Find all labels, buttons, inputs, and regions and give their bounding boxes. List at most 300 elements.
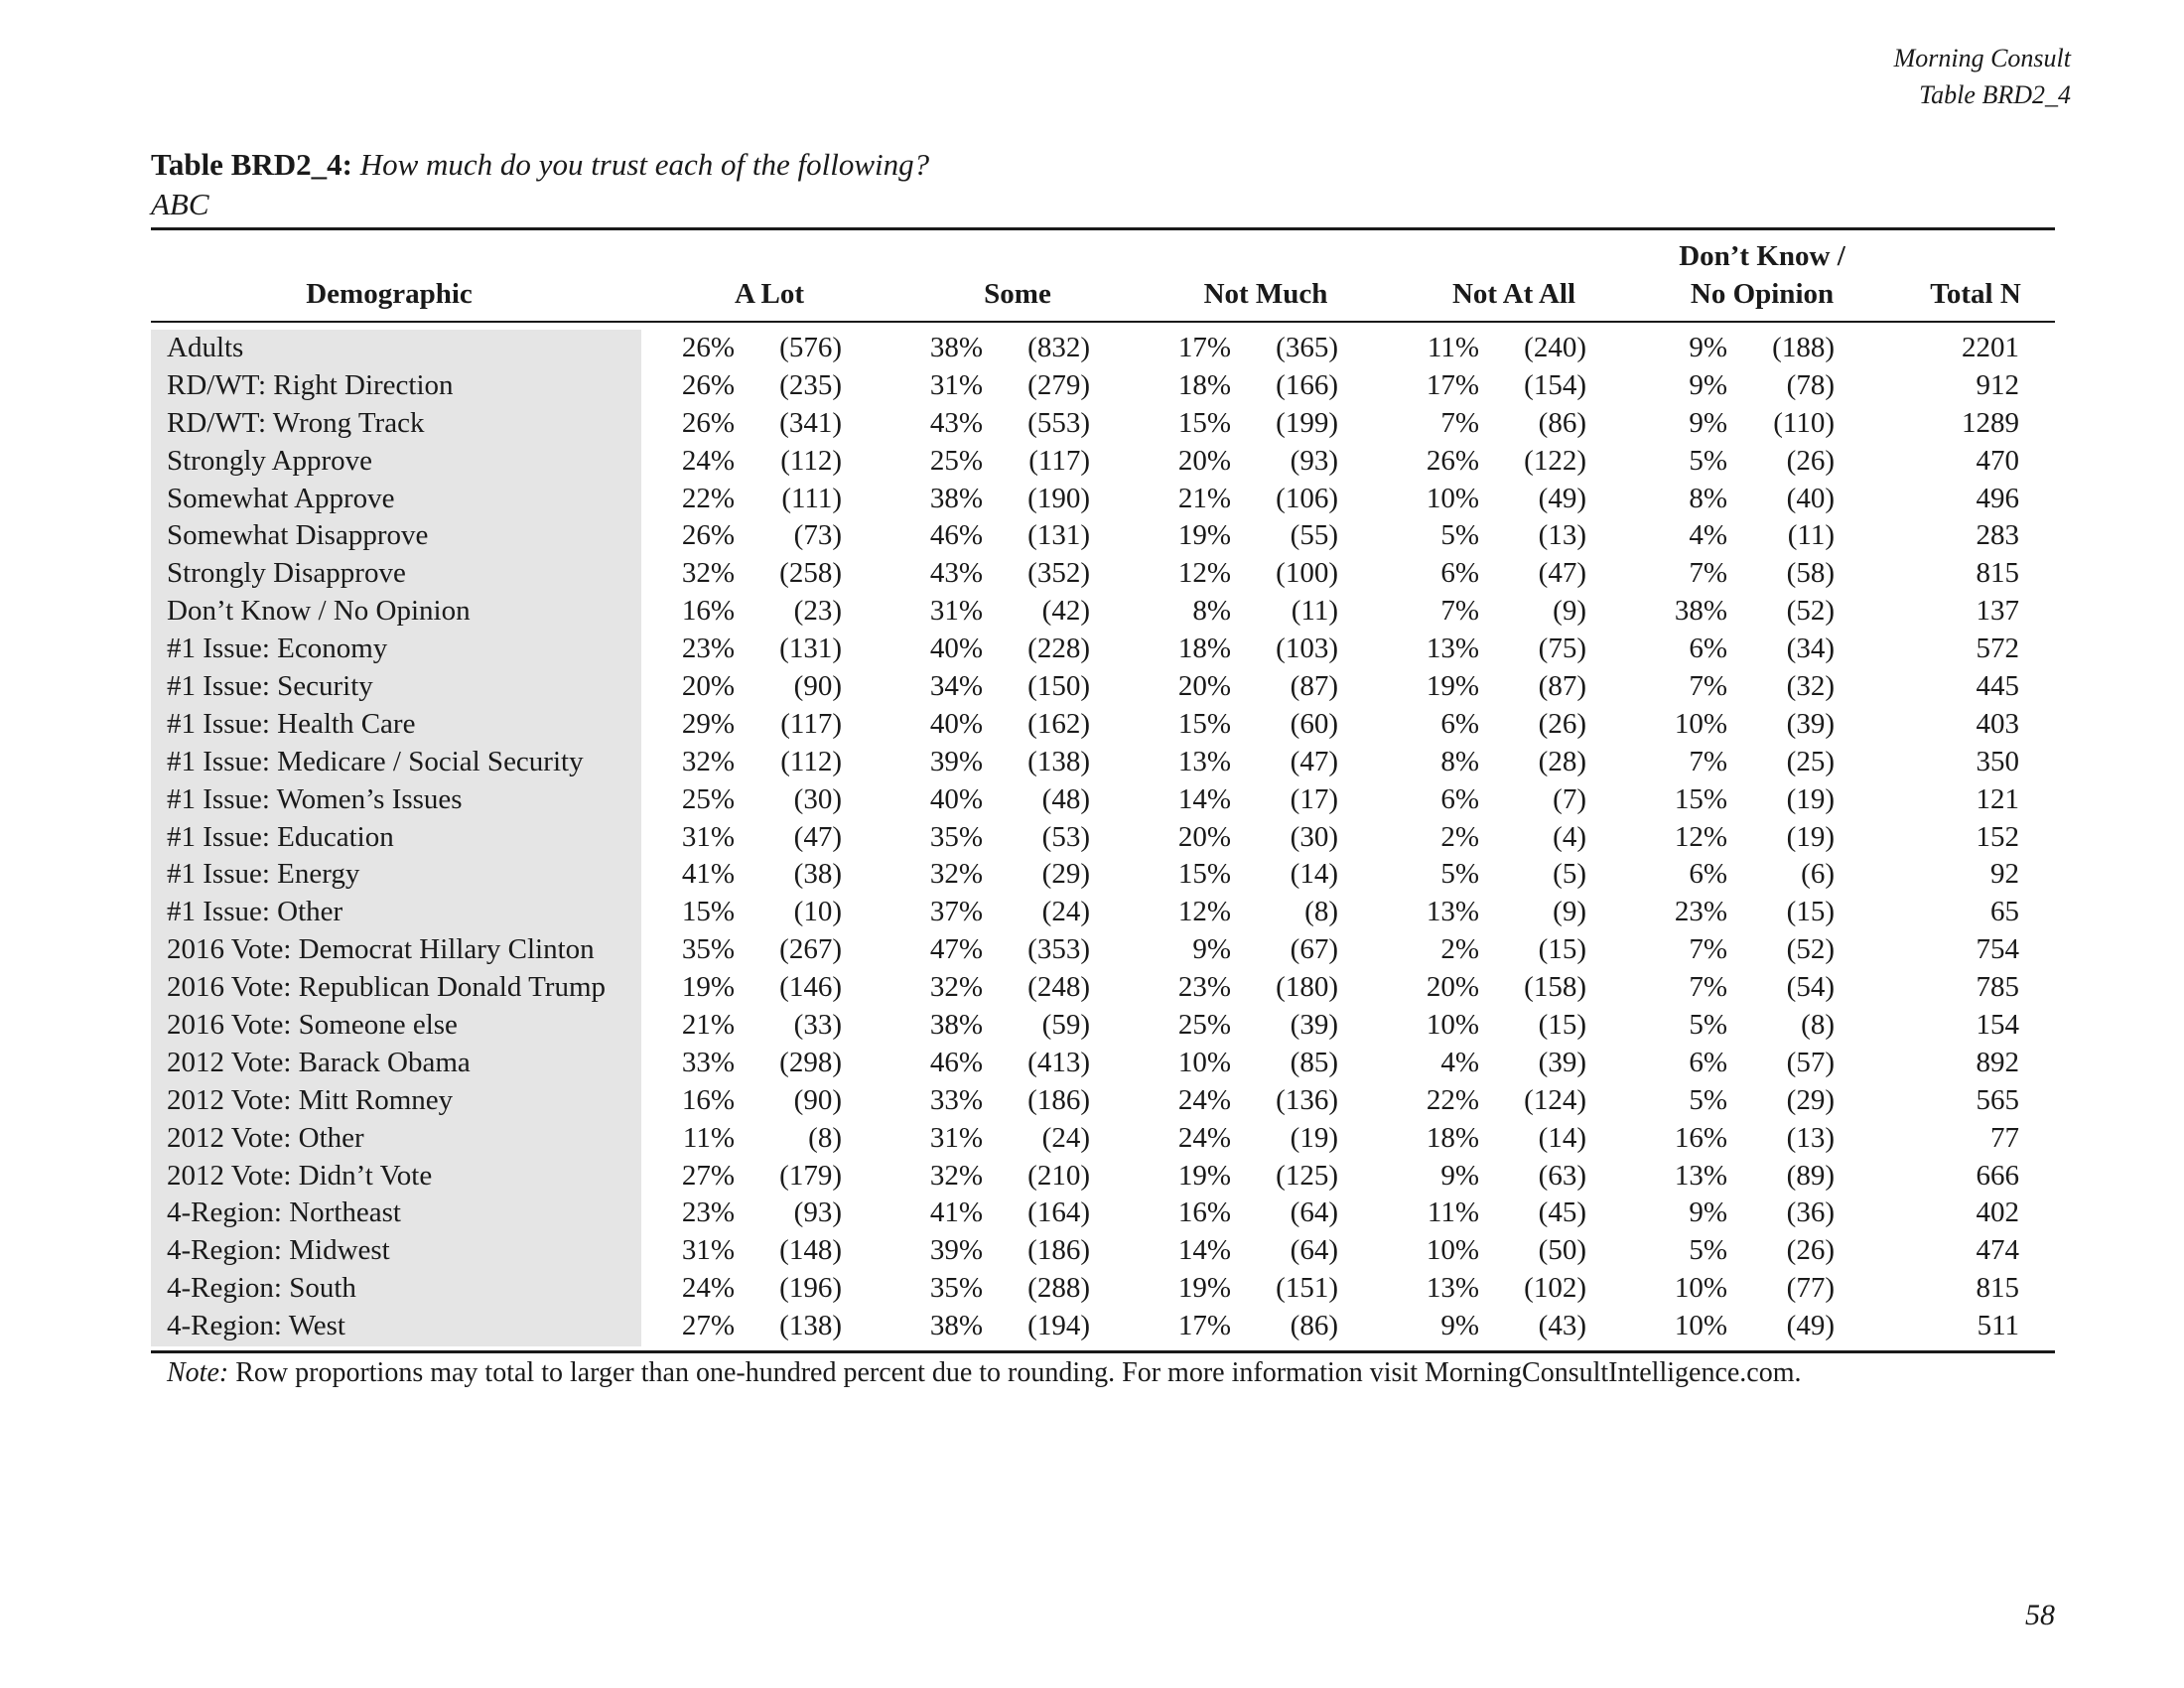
cell-not-at-all-n: (47) — [1538, 557, 1586, 590]
cell-a-lot-n: (138) — [779, 1310, 842, 1342]
cell-not-at-all-pct: 7% — [1440, 595, 1479, 628]
row-label: Don’t Know / No Opinion — [167, 595, 471, 628]
cell-dont-know-n: (89) — [1786, 1159, 1835, 1192]
row-label: 4-Region: West — [167, 1310, 345, 1342]
cell-a-lot-pct: 26% — [681, 332, 735, 363]
cell-not-much-n: (39) — [1290, 1009, 1338, 1042]
cell-not-much-pct: 17% — [1177, 332, 1231, 363]
cell-dont-know-n: (52) — [1786, 933, 1835, 966]
cell-some-n: (42) — [1041, 595, 1090, 628]
table-row — [0, 931, 2184, 969]
cell-total-n: 350 — [1976, 745, 2019, 777]
cell-some-pct: 46% — [929, 1046, 983, 1078]
cell-some-pct: 46% — [929, 519, 983, 552]
cell-total-n: 912 — [1976, 368, 2019, 401]
table-row — [0, 405, 2184, 443]
cell-some-n: (228) — [1027, 633, 1090, 665]
table-title — [151, 145, 929, 224]
cell-not-much-pct: 19% — [1177, 1159, 1231, 1192]
cell-a-lot-pct: 27% — [681, 1310, 735, 1342]
cell-dont-know-pct: 10% — [1674, 1310, 1727, 1342]
cell-dont-know-pct: 6% — [1689, 1046, 1727, 1078]
cell-some-pct: 39% — [929, 1234, 983, 1267]
col-header-dont-know-line2: No Opinion — [1690, 278, 1835, 310]
row-label: Somewhat Disapprove — [167, 519, 429, 552]
cell-not-much-pct: 24% — [1177, 1083, 1231, 1116]
cell-total-n: 65 — [1990, 896, 2019, 928]
cell-not-at-all-n: (26) — [1538, 707, 1586, 740]
cell-dont-know-n: (58) — [1786, 557, 1835, 590]
cell-a-lot-n: (576) — [779, 332, 842, 363]
cell-total-n: 402 — [1976, 1196, 2019, 1229]
cell-not-much-pct: 14% — [1177, 782, 1231, 815]
cell-a-lot-pct: 16% — [681, 595, 735, 628]
cell-not-much-n: (67) — [1290, 933, 1338, 966]
cell-not-much-n: (86) — [1290, 1310, 1338, 1342]
cell-not-at-all-n: (13) — [1538, 519, 1586, 552]
cell-some-pct: 31% — [929, 1121, 983, 1154]
cell-not-much-pct: 20% — [1177, 820, 1231, 853]
cell-total-n: 154 — [1976, 1009, 2019, 1042]
cell-dont-know-pct: 7% — [1689, 670, 1727, 703]
cell-dont-know-n: (32) — [1786, 670, 1835, 703]
cell-not-much-n: (151) — [1276, 1272, 1338, 1305]
cell-some-pct: 40% — [929, 782, 983, 815]
bottom-rule — [151, 1350, 2055, 1353]
cell-not-much-pct: 25% — [1177, 1009, 1231, 1042]
cell-a-lot-n: (146) — [779, 971, 842, 1004]
cell-dont-know-n: (8) — [1801, 1009, 1835, 1042]
cell-not-much-pct: 24% — [1177, 1121, 1231, 1154]
cell-a-lot-pct: 19% — [681, 971, 735, 1004]
cell-not-at-all-pct: 17% — [1426, 368, 1479, 401]
cell-dont-know-n: (78) — [1786, 368, 1835, 401]
cell-not-much-pct: 12% — [1177, 896, 1231, 928]
row-label: 2012 Vote: Mitt Romney — [167, 1083, 454, 1116]
cell-a-lot-pct: 32% — [681, 745, 735, 777]
cell-some-pct: 38% — [929, 332, 983, 363]
col-header-total: Total N — [1930, 278, 2021, 310]
cell-dont-know-n: (6) — [1801, 858, 1835, 891]
cell-some-pct: 33% — [929, 1083, 983, 1116]
cell-not-much-n: (365) — [1276, 332, 1338, 363]
cell-a-lot-pct: 26% — [681, 519, 735, 552]
cell-a-lot-n: (258) — [779, 557, 842, 590]
cell-not-at-all-pct: 6% — [1440, 557, 1479, 590]
cell-not-much-n: (14) — [1290, 858, 1338, 891]
table-row — [0, 631, 2184, 668]
cell-dont-know-n: (77) — [1786, 1272, 1835, 1305]
cell-some-n: (832) — [1027, 332, 1090, 363]
cell-dont-know-n: (34) — [1786, 633, 1835, 665]
cell-a-lot-n: (93) — [793, 1196, 842, 1229]
table-row — [0, 367, 2184, 405]
cell-dont-know-pct: 15% — [1674, 782, 1727, 815]
cell-not-at-all-n: (7) — [1553, 782, 1586, 815]
row-label: RD/WT: Wrong Track — [167, 406, 425, 439]
col-header-demographic: Demographic — [306, 278, 473, 310]
cell-not-at-all-pct: 10% — [1426, 1234, 1479, 1267]
cell-a-lot-n: (179) — [779, 1159, 842, 1192]
cell-some-n: (413) — [1027, 1046, 1090, 1078]
cell-not-much-pct: 23% — [1177, 971, 1231, 1004]
cell-not-much-n: (8) — [1304, 896, 1338, 928]
row-label: RD/WT: Right Direction — [167, 368, 454, 401]
cell-some-pct: 32% — [929, 858, 983, 891]
cell-some-pct: 34% — [929, 670, 983, 703]
cell-some-n: (24) — [1041, 1121, 1090, 1154]
cell-not-at-all-n: (240) — [1524, 332, 1586, 363]
row-label: Adults — [167, 332, 244, 363]
cell-total-n: 474 — [1976, 1234, 2019, 1267]
cell-dont-know-pct: 7% — [1689, 933, 1727, 966]
table-body — [0, 330, 2184, 1345]
cell-not-at-all-pct: 2% — [1440, 933, 1479, 966]
cell-not-at-all-pct: 11% — [1427, 332, 1479, 363]
table-row — [0, 1007, 2184, 1045]
cell-not-at-all-n: (39) — [1538, 1046, 1586, 1078]
cell-not-at-all-n: (102) — [1524, 1272, 1586, 1305]
cell-total-n: 815 — [1976, 557, 2019, 590]
table-row — [0, 1195, 2184, 1232]
table-row — [0, 781, 2184, 819]
cell-a-lot-n: (131) — [779, 633, 842, 665]
cell-dont-know-pct: 5% — [1689, 1234, 1727, 1267]
cell-not-much-n: (19) — [1290, 1121, 1338, 1154]
cell-total-n: 785 — [1976, 971, 2019, 1004]
cell-total-n: 403 — [1976, 707, 2019, 740]
cell-dont-know-pct: 9% — [1689, 332, 1727, 363]
cell-some-pct: 38% — [929, 482, 983, 514]
cell-a-lot-n: (47) — [793, 820, 842, 853]
cell-not-much-pct: 15% — [1177, 406, 1231, 439]
cell-not-at-all-n: (28) — [1538, 745, 1586, 777]
cell-some-pct: 35% — [929, 1272, 983, 1305]
cell-not-at-all-pct: 8% — [1440, 745, 1479, 777]
cell-some-n: (131) — [1027, 519, 1090, 552]
cell-not-much-n: (125) — [1276, 1159, 1338, 1192]
cell-not-at-all-pct: 10% — [1426, 1009, 1479, 1042]
cell-not-at-all-pct: 13% — [1426, 896, 1479, 928]
table-row — [0, 517, 2184, 555]
cell-a-lot-pct: 16% — [681, 1083, 735, 1116]
cell-a-lot-pct: 32% — [681, 557, 735, 590]
cell-not-much-n: (166) — [1276, 368, 1338, 401]
cell-not-at-all-n: (50) — [1538, 1234, 1586, 1267]
cell-a-lot-pct: 29% — [681, 707, 735, 740]
cell-total-n: 496 — [1976, 482, 2019, 514]
col-header-a-lot: A Lot — [734, 278, 805, 310]
cell-a-lot-n: (196) — [779, 1272, 842, 1305]
cell-total-n: 77 — [1990, 1121, 2019, 1154]
cell-not-much-n: (17) — [1290, 782, 1338, 815]
title-question: How much do you trust each of the following? — [359, 147, 930, 182]
table-row — [0, 1045, 2184, 1082]
cell-some-n: (150) — [1027, 670, 1090, 703]
row-label: 2016 Vote: Democrat Hillary Clinton — [167, 933, 595, 966]
cell-not-at-all-n: (75) — [1538, 633, 1586, 665]
cell-dont-know-pct: 5% — [1689, 1083, 1727, 1116]
cell-a-lot-pct: 25% — [681, 782, 735, 815]
cell-a-lot-n: (112) — [780, 444, 842, 477]
table-row — [0, 555, 2184, 593]
page-header — [1894, 40, 2071, 113]
row-label: #1 Issue: Women’s Issues — [167, 782, 463, 815]
cell-not-at-all-pct: 13% — [1426, 1272, 1479, 1305]
cell-some-n: (288) — [1027, 1272, 1090, 1305]
cell-not-at-all-n: (45) — [1538, 1196, 1586, 1229]
cell-dont-know-n: (15) — [1786, 896, 1835, 928]
cell-not-at-all-n: (9) — [1553, 896, 1586, 928]
cell-not-at-all-n: (4) — [1553, 820, 1586, 853]
cell-some-n: (138) — [1027, 745, 1090, 777]
cell-some-pct: 38% — [929, 1009, 983, 1042]
cell-not-much-pct: 18% — [1177, 368, 1231, 401]
cell-not-much-pct: 19% — [1177, 1272, 1231, 1305]
cell-some-n: (194) — [1027, 1310, 1090, 1342]
cell-not-much-n: (30) — [1290, 820, 1338, 853]
header-org: Morning Consult — [1893, 44, 2071, 72]
table-row — [0, 894, 2184, 931]
table-row — [0, 1270, 2184, 1308]
cell-not-much-n: (199) — [1276, 406, 1338, 439]
cell-dont-know-pct: 5% — [1689, 1009, 1727, 1042]
header-table-id: Table BRD2_4 — [1919, 80, 2071, 109]
table-row — [0, 1158, 2184, 1196]
cell-a-lot-pct: 31% — [681, 820, 735, 853]
cell-dont-know-n: (26) — [1786, 1234, 1835, 1267]
cell-not-much-n: (60) — [1290, 707, 1338, 740]
table-row — [0, 443, 2184, 481]
cell-some-pct: 38% — [929, 1310, 983, 1342]
cell-a-lot-pct: 41% — [681, 858, 735, 891]
cell-not-much-n: (87) — [1290, 670, 1338, 703]
cell-not-at-all-n: (5) — [1553, 858, 1586, 891]
cell-total-n: 815 — [1976, 1272, 2019, 1305]
table-row — [0, 819, 2184, 857]
cell-dont-know-pct: 13% — [1674, 1159, 1727, 1192]
cell-some-pct: 32% — [929, 1159, 983, 1192]
col-header-dont-know-line1: Don’t Know / — [1679, 240, 1845, 272]
cell-a-lot-n: (112) — [780, 745, 842, 777]
cell-not-much-pct: 14% — [1177, 1234, 1231, 1267]
table-row — [0, 330, 2184, 367]
table-row — [0, 1232, 2184, 1270]
cell-a-lot-n: (298) — [779, 1046, 842, 1078]
cell-dont-know-n: (49) — [1786, 1310, 1835, 1342]
cell-not-at-all-pct: 10% — [1426, 482, 1479, 514]
cell-a-lot-n: (10) — [793, 896, 842, 928]
cell-some-n: (162) — [1027, 707, 1090, 740]
cell-dont-know-n: (110) — [1773, 406, 1835, 439]
cell-a-lot-pct: 23% — [681, 633, 735, 665]
cell-not-much-n: (100) — [1276, 557, 1338, 590]
cell-a-lot-n: (267) — [779, 933, 842, 966]
cell-a-lot-n: (38) — [793, 858, 842, 891]
cell-not-much-n: (136) — [1276, 1083, 1338, 1116]
cell-not-at-all-n: (122) — [1524, 444, 1586, 477]
cell-not-much-pct: 13% — [1177, 745, 1231, 777]
cell-total-n: 572 — [1976, 633, 2019, 665]
cell-total-n: 1289 — [1962, 406, 2019, 439]
row-label: Somewhat Approve — [167, 482, 395, 514]
table-note — [167, 1354, 1802, 1392]
cell-dont-know-n: (52) — [1786, 595, 1835, 628]
cell-not-much-pct: 15% — [1177, 707, 1231, 740]
row-label: 2016 Vote: Republican Donald Trump — [167, 971, 606, 1004]
row-label: 2012 Vote: Barack Obama — [167, 1046, 471, 1078]
cell-not-at-all-n: (86) — [1538, 406, 1586, 439]
cell-not-at-all-pct: 5% — [1440, 519, 1479, 552]
row-label: Strongly Approve — [167, 444, 373, 477]
cell-dont-know-pct: 7% — [1689, 971, 1727, 1004]
row-label: 4-Region: Midwest — [167, 1234, 390, 1267]
cell-a-lot-pct: 33% — [681, 1046, 735, 1078]
col-header-some: Some — [984, 278, 1051, 310]
cell-some-n: (352) — [1027, 557, 1090, 590]
cell-a-lot-n: (90) — [793, 1083, 842, 1116]
cell-a-lot-n: (117) — [780, 707, 842, 740]
cell-not-at-all-pct: 7% — [1440, 406, 1479, 439]
cell-dont-know-n: (29) — [1786, 1083, 1835, 1116]
table-row — [0, 593, 2184, 631]
cell-a-lot-pct: 23% — [681, 1196, 735, 1229]
cell-total-n: 666 — [1976, 1159, 2019, 1192]
cell-dont-know-n: (26) — [1786, 444, 1835, 477]
cell-some-n: (210) — [1027, 1159, 1090, 1192]
row-label: #1 Issue: Security — [167, 670, 373, 703]
cell-some-n: (29) — [1041, 858, 1090, 891]
cell-a-lot-n: (33) — [793, 1009, 842, 1042]
row-label: 2012 Vote: Other — [167, 1121, 364, 1154]
cell-not-much-n: (47) — [1290, 745, 1338, 777]
cell-not-at-all-pct: 2% — [1440, 820, 1479, 853]
cell-not-much-pct: 8% — [1192, 595, 1231, 628]
cell-not-at-all-pct: 6% — [1440, 707, 1479, 740]
cell-not-much-pct: 20% — [1177, 670, 1231, 703]
cell-not-at-all-n: (15) — [1538, 933, 1586, 966]
cell-total-n: 121 — [1976, 782, 2019, 815]
cell-some-n: (248) — [1027, 971, 1090, 1004]
cell-not-at-all-n: (63) — [1538, 1159, 1586, 1192]
row-label: #1 Issue: Energy — [167, 858, 360, 891]
cell-some-pct: 31% — [929, 595, 983, 628]
row-label: 4-Region: Northeast — [167, 1196, 401, 1229]
cell-dont-know-pct: 38% — [1674, 595, 1727, 628]
cell-some-pct: 32% — [929, 971, 983, 1004]
cell-dont-know-n: (54) — [1786, 971, 1835, 1004]
cell-a-lot-pct: 26% — [681, 368, 735, 401]
cell-a-lot-pct: 24% — [681, 444, 735, 477]
cell-a-lot-pct: 11% — [682, 1121, 735, 1154]
cell-not-at-all-pct: 19% — [1426, 670, 1479, 703]
cell-a-lot-pct: 31% — [681, 1234, 735, 1267]
cell-some-pct: 25% — [929, 444, 983, 477]
cell-dont-know-pct: 9% — [1689, 406, 1727, 439]
cell-not-much-pct: 19% — [1177, 519, 1231, 552]
cell-not-much-pct: 12% — [1177, 557, 1231, 590]
cell-dont-know-pct: 9% — [1689, 1196, 1727, 1229]
cell-not-much-pct: 17% — [1177, 1310, 1231, 1342]
cell-not-at-all-n: (9) — [1553, 595, 1586, 628]
cell-total-n: 565 — [1976, 1083, 2019, 1116]
cell-some-n: (186) — [1027, 1083, 1090, 1116]
cell-not-at-all-n: (87) — [1538, 670, 1586, 703]
cell-some-pct: 35% — [929, 820, 983, 853]
cell-some-n: (553) — [1027, 406, 1090, 439]
cell-total-n: 445 — [1976, 670, 2019, 703]
cell-not-at-all-pct: 11% — [1427, 1196, 1479, 1229]
cell-not-at-all-pct: 9% — [1440, 1310, 1479, 1342]
note-label: Note: — [167, 1357, 229, 1388]
table-row — [0, 744, 2184, 781]
cell-not-much-pct: 18% — [1177, 633, 1231, 665]
cell-some-pct: 43% — [929, 406, 983, 439]
cell-some-n: (190) — [1027, 482, 1090, 514]
cell-not-much-n: (180) — [1276, 971, 1338, 1004]
cell-total-n: 470 — [1976, 444, 2019, 477]
cell-dont-know-pct: 10% — [1674, 1272, 1727, 1305]
cell-a-lot-n: (235) — [779, 368, 842, 401]
cell-not-at-all-pct: 4% — [1440, 1046, 1479, 1078]
row-label: Strongly Disapprove — [167, 557, 406, 590]
cell-a-lot-pct: 26% — [681, 406, 735, 439]
cell-a-lot-pct: 22% — [681, 482, 735, 514]
cell-dont-know-pct: 8% — [1689, 482, 1727, 514]
cell-dont-know-pct: 5% — [1689, 444, 1727, 477]
cell-dont-know-pct: 4% — [1689, 519, 1727, 552]
page-number: 58 — [2025, 1599, 2055, 1631]
cell-not-at-all-pct: 13% — [1426, 633, 1479, 665]
cell-not-at-all-n: (49) — [1538, 482, 1586, 514]
cell-some-n: (164) — [1027, 1196, 1090, 1229]
cell-dont-know-pct: 7% — [1689, 557, 1727, 590]
cell-not-at-all-n: (43) — [1538, 1310, 1586, 1342]
col-header-not-much: Not Much — [1203, 278, 1328, 310]
cell-some-n: (24) — [1041, 896, 1090, 928]
cell-a-lot-pct: 27% — [681, 1159, 735, 1192]
cell-dont-know-pct: 23% — [1674, 896, 1727, 928]
cell-some-n: (59) — [1041, 1009, 1090, 1042]
cell-a-lot-pct: 35% — [681, 933, 735, 966]
cell-total-n: 754 — [1976, 933, 2019, 966]
cell-some-pct: 43% — [929, 557, 983, 590]
cell-not-at-all-pct: 9% — [1440, 1159, 1479, 1192]
cell-not-much-pct: 21% — [1177, 482, 1231, 514]
row-label: #1 Issue: Health Care — [167, 707, 416, 740]
cell-some-pct: 47% — [929, 933, 983, 966]
cell-some-n: (353) — [1027, 933, 1090, 966]
cell-not-much-n: (93) — [1290, 444, 1338, 477]
cell-not-much-n: (64) — [1290, 1234, 1338, 1267]
cell-a-lot-pct: 21% — [681, 1009, 735, 1042]
cell-dont-know-pct: 9% — [1689, 368, 1727, 401]
cell-not-at-all-n: (14) — [1538, 1121, 1586, 1154]
cell-not-at-all-n: (154) — [1524, 368, 1586, 401]
cell-not-much-n: (11) — [1291, 595, 1338, 628]
row-label: #1 Issue: Other — [167, 896, 343, 928]
cell-not-much-n: (85) — [1290, 1046, 1338, 1078]
cell-not-much-pct: 16% — [1177, 1196, 1231, 1229]
cell-not-much-pct: 10% — [1177, 1046, 1231, 1078]
cell-not-at-all-pct: 26% — [1426, 444, 1479, 477]
note-text: Row proportions may total to larger than one-hundred percent due to rounding. For more information visit MorningConsultIntelligence.com. — [235, 1357, 1802, 1388]
top-rule — [151, 227, 2055, 230]
cell-not-at-all-pct: 22% — [1426, 1083, 1479, 1116]
cell-total-n: 283 — [1976, 519, 2019, 552]
cell-dont-know-n: (25) — [1786, 745, 1835, 777]
cell-dont-know-pct: 6% — [1689, 858, 1727, 891]
